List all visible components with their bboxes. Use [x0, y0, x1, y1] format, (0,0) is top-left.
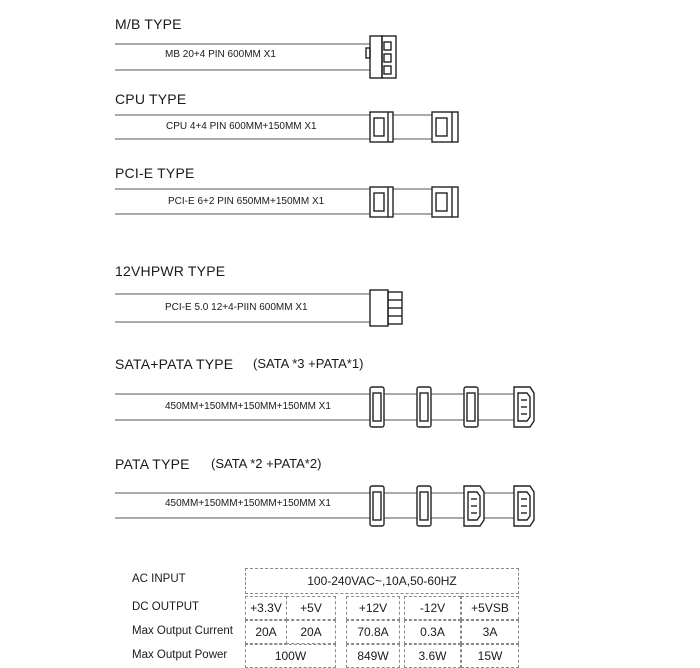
cpu-connector-icon	[370, 112, 393, 142]
current-minus12v: 0.3A	[404, 620, 461, 644]
current-5v: 20A	[286, 620, 336, 644]
pata-type-title: PATA TYPE	[115, 456, 190, 472]
sata-connector-icon	[417, 486, 431, 526]
max-power-row	[117, 644, 527, 668]
sata-pata-type-title: SATA+PATA TYPE	[115, 356, 234, 372]
pata-molex-connector-icon	[514, 486, 534, 526]
current-3v3: 20A	[245, 620, 287, 644]
cpu-cable-label: CPU 4+4 PIN 600MM+150MM X1	[166, 121, 317, 132]
pata-type-subtitle: (SATA *2 +PATA*2)	[211, 456, 322, 471]
pata-molex-connector-icon	[514, 387, 534, 427]
mb-type-title: M/B TYPE	[115, 16, 182, 32]
max-current-row	[117, 620, 527, 644]
mb-cable-label: MB 20+4 PIN 600MM X1	[165, 49, 276, 60]
sata-pata-type-subtitle: (SATA *3 +PATA*1)	[253, 356, 364, 371]
pcie-connector-icon	[432, 187, 458, 217]
ac-input-value: 100-240VAC~,10A,50-60HZ	[245, 568, 519, 594]
sata-pata-cable-label: 450MM+150MM+150MM+150MM X1	[165, 401, 331, 412]
pcie-type-title: PCI-E TYPE	[115, 165, 195, 181]
rail-5vsb: +5VSB	[461, 596, 519, 620]
power-minus12v: 3.6W	[404, 644, 461, 668]
current-5vsb: 3A	[461, 620, 519, 644]
cpu-type-title: CPU TYPE	[115, 91, 187, 107]
max-power-label: Max Output Power	[132, 649, 228, 661]
12vhpwr-type-title: 12VHPWR TYPE	[115, 263, 226, 279]
ac-input-row	[117, 568, 527, 592]
pcie-connector-icon	[370, 187, 393, 217]
current-12v: 70.8A	[346, 620, 400, 644]
power-3v3-5v: 100W	[245, 644, 336, 668]
pata-molex-connector-icon	[464, 486, 484, 526]
power-5vsb: 15W	[461, 644, 519, 668]
ac-input-label: AC INPUT	[132, 573, 186, 585]
sata-connector-icon	[370, 387, 384, 427]
pata-cable-label: 450MM+150MM+150MM+150MM X1	[165, 498, 331, 509]
dc-output-label: DC OUTPUT	[132, 601, 200, 613]
rail-minus12v: -12V	[404, 596, 461, 620]
cpu-connector-icon	[432, 112, 458, 142]
sata-connector-icon	[370, 486, 384, 526]
mb-24pin-connector-icon	[366, 36, 396, 78]
pcie-cable-label: PCI-E 6+2 PIN 650MM+150MM X1	[168, 196, 325, 207]
rail-3v3: +3.3V	[245, 596, 287, 620]
sata-connector-icon	[417, 387, 431, 427]
max-current-label: Max Output Current	[132, 625, 233, 637]
power-12v: 849W	[346, 644, 400, 668]
rail-5v: +5V	[286, 596, 336, 620]
12vhpwr-cable-label: PCI-E 5.0 12+4-PIIN 600MM X1	[165, 302, 308, 313]
dc-output-row	[117, 596, 527, 620]
12vhpwr-connector-icon	[370, 290, 402, 326]
sata-connector-icon	[464, 387, 478, 427]
rail-12v: +12V	[346, 596, 400, 620]
